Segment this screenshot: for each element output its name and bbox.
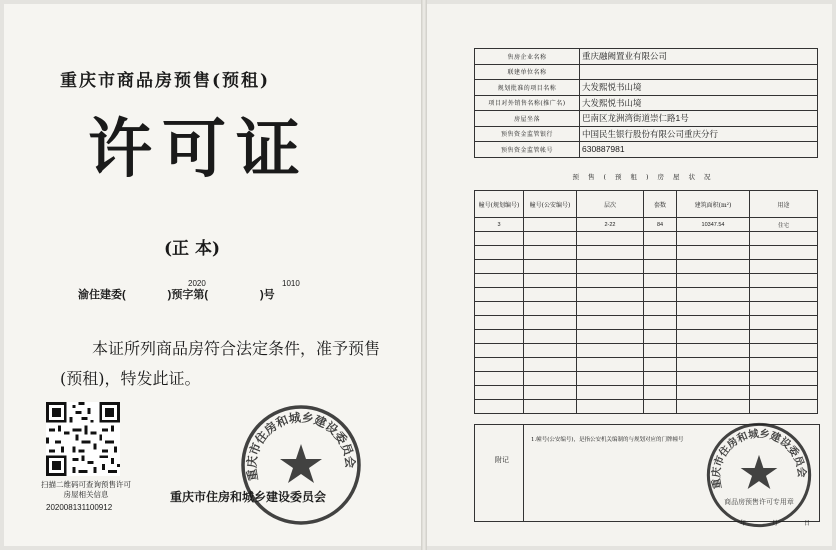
certificate-title: 许可证 — [88, 112, 310, 187]
sales-empty-row — [475, 400, 818, 414]
ref-middle: )预字第( — [167, 289, 208, 301]
sales-empty-row — [475, 260, 818, 274]
sales-empty-row — [475, 372, 818, 386]
sales-cell: 3 — [475, 218, 524, 232]
sales-header: 建筑面积(m²) — [677, 191, 750, 218]
info-label: 项目对外销售名称(推广名) — [475, 95, 580, 111]
page-fold — [421, 0, 427, 550]
info-value: 大发熙悦书山境 — [580, 95, 818, 111]
info-label: 房屋坐落 — [475, 111, 580, 127]
info-value: 大发熙悦书山境 — [580, 80, 818, 96]
sales-header: 幢号(规划编号) — [475, 191, 524, 218]
sales-cell: 10347.54 — [677, 218, 750, 232]
sales-empty-row — [475, 246, 818, 260]
info-value — [580, 64, 818, 80]
seal-subtext: 商品房预售许可专用章 — [724, 497, 794, 506]
sales-cell: 2-22 — [577, 218, 644, 232]
issuing-seal-right — [704, 420, 814, 530]
seal-text-left: 重庆市住房和城乡建设委员会 — [244, 410, 358, 483]
sales-header: 套数 — [644, 191, 677, 218]
seal-text-right: 重庆市住房和城乡建设委员会 — [710, 427, 808, 490]
sales-empty-row — [475, 288, 818, 302]
qr-number: 20200813110091​2 — [46, 503, 113, 512]
info-label: 预售资金监管银行 — [475, 126, 580, 142]
sales-empty-row — [475, 316, 818, 330]
sales-empty-row — [475, 358, 818, 372]
sales-cell — [524, 218, 577, 232]
info-row — [475, 80, 818, 96]
info-row — [475, 49, 818, 65]
sales-status-table — [474, 190, 818, 414]
issuer-name: 重庆市住房和城乡建设委员会 — [170, 490, 327, 504]
info-row — [475, 126, 818, 142]
sales-row — [475, 218, 818, 232]
notes-label-cell — [475, 425, 524, 521]
sales-status-title: 预售(预租)房屋状况 — [572, 173, 720, 181]
certificate-header: 重庆市商品房预售(预租) — [60, 71, 271, 91]
sales-empty-row — [475, 386, 818, 400]
issue-date-line: 年 月 日 — [740, 520, 822, 527]
info-value: 重庆融阙置业有限公司 — [580, 49, 818, 65]
certificate-body-text: 本证所列商品房符合法定条件，准予预售(预租)，特发此证。 — [60, 339, 381, 388]
developer-info-table — [474, 48, 818, 158]
info-value: 630887981 — [580, 142, 818, 158]
sales-header: 幢号(公安编号) — [524, 191, 577, 218]
sales-empty-row — [475, 330, 818, 344]
info-label: 售房企业名称 — [475, 49, 580, 65]
info-row — [475, 142, 818, 158]
info-row — [475, 95, 818, 111]
issuer-seal — [238, 402, 364, 528]
notes-text: 1.幢号(公安编号)，是指公安机关编制的与规划对应的门牌幢号 — [531, 437, 684, 443]
sales-header-row — [475, 191, 818, 218]
sales-empty-row — [475, 232, 818, 246]
info-row — [475, 111, 818, 127]
info-row — [475, 64, 818, 80]
sales-cell: 住宅 — [750, 218, 818, 232]
sales-header: 用途 — [750, 191, 818, 218]
info-label: 联建单位名称 — [475, 64, 580, 80]
info-label: 规划批准的项目名称 — [475, 80, 580, 96]
copy-type: (正 本) — [164, 239, 221, 259]
sales-empty-row — [475, 344, 818, 358]
info-label: 预售资金监管帐号 — [475, 142, 580, 158]
sales-cell: 84 — [644, 218, 677, 232]
sales-empty-row — [475, 302, 818, 316]
info-value: 中国民生银行股份有限公司重庆分行 — [580, 126, 818, 142]
permit-year: 2020 — [188, 279, 206, 288]
sales-empty-row — [475, 274, 818, 288]
notes-label: 附记 — [495, 456, 509, 464]
qr-caption: 扫描二维码可查询预售许可房屋相关信息 — [41, 480, 131, 499]
permit-number: 1010 — [282, 279, 300, 288]
info-value: 巴南区龙洲湾街道崇仁路1号 — [580, 111, 818, 127]
sales-header: 层次 — [577, 191, 644, 218]
ref-prefix: 渝住建委( — [78, 289, 126, 301]
qr-code — [46, 402, 120, 476]
ref-suffix: )号 — [260, 289, 275, 301]
permit-reference-line — [78, 286, 275, 302]
